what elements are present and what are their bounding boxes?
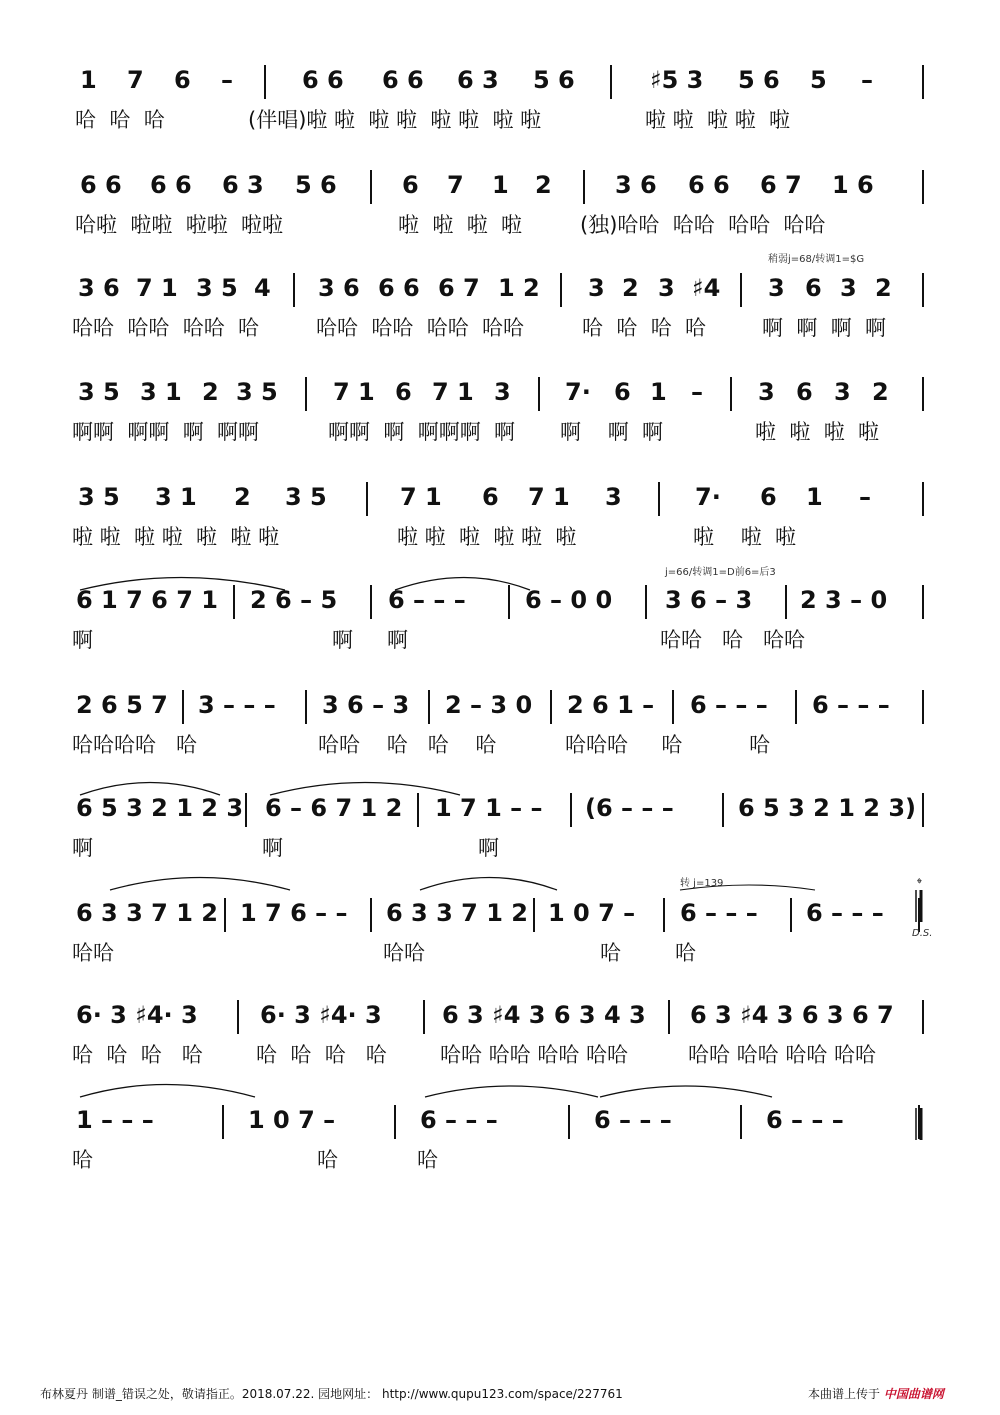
barline: [922, 585, 924, 619]
note-group: 6: [796, 378, 813, 406]
barline: [560, 273, 562, 307]
note-group: 3: [658, 274, 675, 302]
lyric: 啊 啊 啊: [560, 420, 664, 444]
note-group: 6: [805, 274, 822, 302]
note-group: 3 6: [78, 274, 120, 302]
barline: [233, 585, 235, 619]
barline: [795, 690, 797, 724]
footer-upload-label: 本曲谱上传于: [808, 1387, 881, 1401]
note-group: 3 6: [615, 171, 657, 199]
note-group: 3 6 – 3: [322, 691, 410, 719]
note-group: 7: [447, 171, 464, 199]
lyric: (伴唱)啦 啦 啦 啦 啦 啦 啦 啦: [248, 108, 542, 132]
note-group: 6: [760, 483, 777, 511]
note-group: 6 7: [438, 274, 480, 302]
barline: [568, 1105, 570, 1139]
lyric: 哈哈 哈哈 哈哈 哈哈: [440, 1043, 629, 1067]
barline: [366, 482, 368, 516]
note-group: 2 6 1 –: [567, 691, 655, 719]
note-group: 3 1: [140, 378, 182, 406]
score-system: [0, 898, 1000, 1008]
lyric: 啊啊 啊啊 啊 啊啊: [72, 420, 260, 444]
lyric: 啦 啦 啦 啦 啦: [645, 108, 791, 132]
barline: [922, 482, 924, 516]
barline: [583, 170, 585, 204]
barline: [222, 1105, 224, 1139]
lyric: (独)哈哈 哈哈 哈哈 哈哈: [580, 213, 826, 237]
note-group: 7·: [695, 483, 721, 511]
note-group: 3 5: [236, 378, 278, 406]
lyric: 啦 啦 啦 啦 啦 啦: [397, 525, 577, 549]
note-group: 2: [875, 274, 892, 302]
note-group: 2 6 5 7: [76, 691, 168, 719]
note-group: 1: [492, 171, 509, 199]
lyric: 哈: [317, 1148, 338, 1172]
barline: [428, 690, 430, 724]
barline: [922, 1000, 924, 1034]
note-group: 5 6: [533, 66, 575, 94]
barline: [785, 585, 787, 619]
note-group: 2: [202, 378, 219, 406]
score-system: [0, 273, 1000, 383]
barline: [417, 793, 419, 827]
lyric: 哈 哈 哈 哈: [72, 1043, 203, 1067]
note-group: 7: [127, 66, 144, 94]
barline: [610, 65, 612, 99]
barline: [918, 1105, 920, 1139]
lyric: 啊: [72, 836, 93, 860]
note-group: 6 5 3 2 1 2 3: [76, 794, 244, 822]
score-system: [0, 1000, 1000, 1110]
lyric: 啊: [387, 628, 408, 652]
note-group: 6: [174, 66, 191, 94]
note-group: 6 – – –: [806, 899, 884, 927]
note-group: 6 1 7 6 7 1: [76, 586, 218, 614]
note-group: 3 5: [196, 274, 238, 302]
lyric: 哈哈: [72, 941, 114, 965]
barline: [672, 690, 674, 724]
note-group: 3 6: [318, 274, 360, 302]
lyric: 啊: [262, 836, 283, 860]
lyric: 哈哈哈哈 哈: [72, 733, 198, 757]
note-group: 1 2: [498, 274, 540, 302]
barline: [305, 377, 307, 411]
note-group: –: [859, 483, 871, 511]
barline: [394, 1105, 396, 1139]
note-group: ♯4: [692, 274, 721, 302]
lyric: 啊: [332, 628, 353, 652]
barline: [645, 585, 647, 619]
note-group: 3: [768, 274, 785, 302]
barline: [922, 793, 924, 827]
note-group: ♯5 3: [650, 66, 704, 94]
lyric: 哈哈 哈 哈 哈: [318, 733, 497, 757]
note-group: 3: [840, 274, 857, 302]
score-system: [0, 585, 1000, 695]
barline: [370, 170, 372, 204]
note-group: 6 – 0 0: [525, 586, 613, 614]
footer-credit: 布林夏丹 制谱_错误之处，敬请指正。2018.07.22. 园地网址： http://www.qupu123.com/space/227761: [40, 1387, 623, 1401]
barline: [533, 898, 535, 932]
note-group: 6 6: [302, 66, 344, 94]
barline: [730, 377, 732, 411]
lyric: 啦 啦 啦 啦: [398, 213, 523, 237]
barline: [922, 65, 924, 99]
barline: [538, 377, 540, 411]
lyric: 哈: [675, 941, 696, 965]
barline: [668, 1000, 670, 1034]
note-group: 3: [758, 378, 775, 406]
note-group: 3 6 – 3: [665, 586, 753, 614]
note-group: 3: [588, 274, 605, 302]
score-system: [0, 793, 1000, 903]
note-group: 1 7 1 – –: [435, 794, 543, 822]
note-group: 6: [402, 171, 419, 199]
lyric: 啊: [478, 836, 499, 860]
lyric: 啊: [72, 628, 93, 652]
barline: [264, 65, 266, 99]
lyric: 哈: [600, 941, 621, 965]
note-group: –: [861, 66, 873, 94]
note-group: 6: [395, 378, 412, 406]
barline: [722, 793, 724, 827]
note-group: 6: [482, 483, 499, 511]
note-group: 6 6: [150, 171, 192, 199]
score-system: [0, 377, 1000, 487]
note-group: 6 – – –: [690, 691, 768, 719]
note-group: 5 6: [295, 171, 337, 199]
note-group: 6· 3 ♯4· 3: [260, 1001, 382, 1029]
lyric: 啦 啦 啦 啦: [755, 420, 880, 444]
note-group: 2: [872, 378, 889, 406]
note-group: (6 – – –: [585, 794, 674, 822]
note-group: 6 – – –: [388, 586, 466, 614]
note-group: 3 1: [155, 483, 197, 511]
barline: [570, 793, 572, 827]
note-group: 6 3 3 7 1 2: [76, 899, 218, 927]
lyric: 啊啊 啊 啊啊啊 啊: [328, 420, 516, 444]
note-group: 6 3 ♯4 3 6 3 6 7: [690, 1001, 894, 1029]
note-group: 7·: [565, 378, 591, 406]
barline: [740, 273, 742, 307]
tempo-annotation-2: j=66/转调1=D前6=后3: [665, 567, 776, 578]
note-group: 6 – – –: [766, 1106, 844, 1134]
note-group: 3: [494, 378, 511, 406]
lyric: 哈哈哈 哈 哈: [565, 733, 771, 757]
note-group: 6· 3 ♯4· 3: [76, 1001, 198, 1029]
lyric: 哈 哈 哈: [75, 108, 165, 132]
barline: [922, 273, 924, 307]
note-group: 6: [614, 378, 631, 406]
note-group: 6 – – –: [680, 899, 758, 927]
lyric: 哈哈 哈哈 哈哈 哈哈: [316, 316, 525, 340]
barline: [918, 898, 920, 932]
barline: [182, 690, 184, 724]
note-group: 7 1: [400, 483, 442, 511]
site-logo[interactable]: 中国曲谱网: [883, 1387, 944, 1401]
barline: [790, 898, 792, 932]
barline: [922, 377, 924, 411]
score-system: [0, 482, 1000, 592]
score-system: [0, 65, 1000, 175]
lyric: 哈: [417, 1148, 438, 1172]
lyric: 哈 哈 哈 哈: [582, 316, 707, 340]
score-system: [0, 1105, 1000, 1215]
note-group: 6 – – –: [812, 691, 890, 719]
barline: [370, 898, 372, 932]
barline: [658, 482, 660, 516]
barline: [237, 1000, 239, 1034]
barline: [922, 690, 924, 724]
barline: [305, 690, 307, 724]
score-system: [0, 690, 1000, 800]
lyric: 哈 哈 哈 哈: [256, 1043, 387, 1067]
barline: [663, 898, 665, 932]
note-group: 3 – – –: [198, 691, 276, 719]
lyric: 哈啦 啦啦 啦啦 啦啦: [75, 213, 284, 237]
note-group: 2: [622, 274, 639, 302]
note-group: 6 3 ♯4 3 6 3 4 3: [442, 1001, 646, 1029]
lyric: 啦 啦 啦: [693, 525, 797, 549]
barline: [423, 1000, 425, 1034]
note-group: –: [691, 378, 703, 406]
ds-marking: D.S.: [912, 928, 933, 939]
note-group: 7 1: [136, 274, 178, 302]
note-group: –: [221, 66, 233, 94]
note-group: 6 – – –: [420, 1106, 498, 1134]
note-group: 6 3: [457, 66, 499, 94]
note-group: 1 6: [832, 171, 874, 199]
barline: [550, 690, 552, 724]
barline: [508, 585, 510, 619]
note-group: 1 – – –: [76, 1106, 154, 1134]
note-group: 5 6: [738, 66, 780, 94]
note-group: 3 5: [285, 483, 327, 511]
note-group: 6 – – –: [594, 1106, 672, 1134]
note-group: 1 0 7 –: [248, 1106, 336, 1134]
note-group: 1 0 7 –: [548, 899, 636, 927]
note-group: 2 – 3 0: [445, 691, 533, 719]
note-group: 2: [234, 483, 251, 511]
note-group: 3: [834, 378, 851, 406]
barline: [224, 898, 226, 932]
lyric: 啊 啊 啊 啊: [762, 316, 887, 340]
note-group: 6 3 3 7 1 2: [386, 899, 528, 927]
lyric: 啦 啦 啦 啦 啦 啦 啦: [72, 525, 280, 549]
note-group: 5: [810, 66, 827, 94]
note-group: 7 1: [432, 378, 474, 406]
note-group: 6 3: [222, 171, 264, 199]
barline: [370, 585, 372, 619]
coda-sign-icon: 𝄌: [917, 876, 922, 892]
note-group: 2: [535, 171, 552, 199]
tempo-annotation-1: 稍弱j=68/转调1=$G: [768, 254, 865, 265]
note-group: 7 1: [528, 483, 570, 511]
lyric: 哈哈 哈 哈哈: [660, 628, 806, 652]
footer-upload: [808, 1385, 944, 1402]
tempo-annotation-3: 转 j=139: [680, 878, 724, 889]
barline: [293, 273, 295, 307]
lyric: 哈哈: [383, 941, 425, 965]
note-group: 6 5 3 2 1 2 3): [738, 794, 916, 822]
note-group: 6 7: [760, 171, 802, 199]
note-group: 2 3 – 0: [800, 586, 888, 614]
note-group: 3 5: [78, 483, 120, 511]
note-group: 1: [806, 483, 823, 511]
note-group: 4: [254, 274, 271, 302]
note-group: 3 5: [78, 378, 120, 406]
note-group: 6 – 6 7 1 2: [265, 794, 403, 822]
note-group: 6 6: [80, 171, 122, 199]
lyric: 哈: [72, 1148, 93, 1172]
note-group: 6 6: [688, 171, 730, 199]
note-group: 6 6: [378, 274, 420, 302]
note-group: 3: [605, 483, 622, 511]
barline: [740, 1105, 742, 1139]
lyric: 哈哈 哈哈 哈哈 哈哈: [688, 1043, 877, 1067]
lyric: 哈哈 哈哈 哈哈 哈: [72, 316, 260, 340]
note-group: 2 6 – 5: [250, 586, 338, 614]
note-group: 6 6: [382, 66, 424, 94]
note-group: 1: [650, 378, 667, 406]
note-group: 1 7 6 – –: [240, 899, 348, 927]
note-group: 1: [80, 66, 97, 94]
barline: [922, 170, 924, 204]
note-group: 7 1: [333, 378, 375, 406]
barline: [245, 793, 247, 827]
